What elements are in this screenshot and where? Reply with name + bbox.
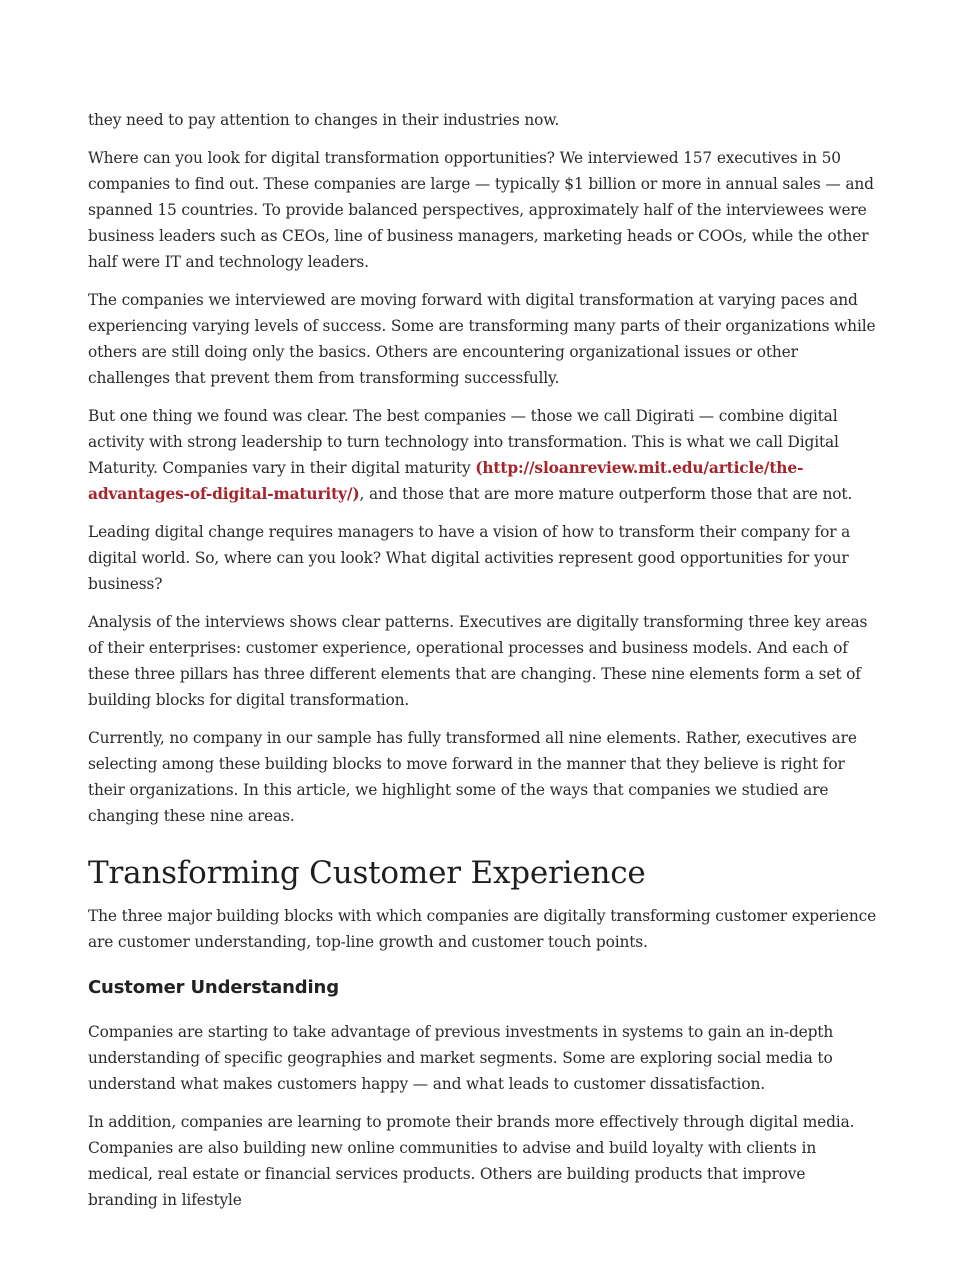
paragraph-interviews: Where can you look for digital transformation opportunities? We interviewed 157 executives in 50 companies to find out. These companies are large — typically $1 billion or more in annual sales — and spanned 15 countries. To provide balanced perspectives, approximately half of the interviewees were business leaders such as CEOs, line of business managers, marketing heads or COOs, while the other half were IT and technology leaders. (88, 149, 874, 271)
subsection-heading-customer-understanding: Customer Understanding (88, 977, 339, 998)
paragraph-customer-understanding: Companies are starting to take advantage of previous investments in systems to gain an in-depth understanding of specific geographies and market segments. Some are exploring social media to understand what makes customers happy — and what leads to customer dissatisfaction. (88, 1023, 834, 1093)
paragraph-intro-fragment: they need to pay attention to changes in their industries now. (88, 111, 560, 129)
paragraph-digital-maturity-text-end: , and those that are more mature outperform those that are not. (359, 485, 853, 503)
paragraph-currently: Currently, no company in our sample has fully transformed all nine elements. Rather, executives are selecting among these building blocks to move forward in the manner that they believe is right for their organizations. In this article, we highlight some of the ways that companies we studied are changing these nine areas. (88, 729, 857, 825)
paragraph-building-blocks: The three major building blocks with which companies are digitally transforming customer experience are customer understanding, top-line growth and customer touch points. (88, 907, 877, 951)
paragraph-leading-change: Leading digital change requires managers to have a vision of how to transform their company for a digital world. So, where can you look? What digital activities represent good opportunities for your business? (88, 523, 851, 593)
paragraph-digital-maturity (88, 403, 878, 507)
paragraph-digital-maturity-text-start: But one thing we found was clear. The best companies — those we call Digirati — combine digital activity with strong leadership to turn technology into transformation. This is what we call Digital Maturity. Companies vary in their digital maturity (88, 407, 839, 477)
article-body (88, 107, 878, 1225)
section-heading-customer-experience: Transforming Customer Experience (88, 855, 646, 891)
paragraph-analysis: Analysis of the interviews shows clear patterns. Executives are digitally transforming three key areas of their enterprises: customer experience, operational processes and business models. And each of these three pillars has three different elements that are changing. These nine elements form a set of building blocks for digital transformation. (88, 613, 868, 709)
paragraph-varying-paces: The companies we interviewed are moving forward with digital transformation at varying paces and experiencing varying levels of success. Some are transforming many parts of their organizations while others are still doing only the basics. Others are encountering organizational issues or other challenges that prevent them from transforming successfully. (88, 291, 876, 387)
digital-maturity-link[interactable]: (http://sloanreview.mit.edu/article/the-advantages-of-digital-maturity/) (88, 459, 804, 503)
paragraph-brand-promotion: In addition, companies are learning to promote their brands more effectively through digital media. Companies are also building new online communities to advise and build loyalty with clients in medical, real estate or financial services products. Others are building products that improve branding in lifestyle (88, 1113, 855, 1209)
